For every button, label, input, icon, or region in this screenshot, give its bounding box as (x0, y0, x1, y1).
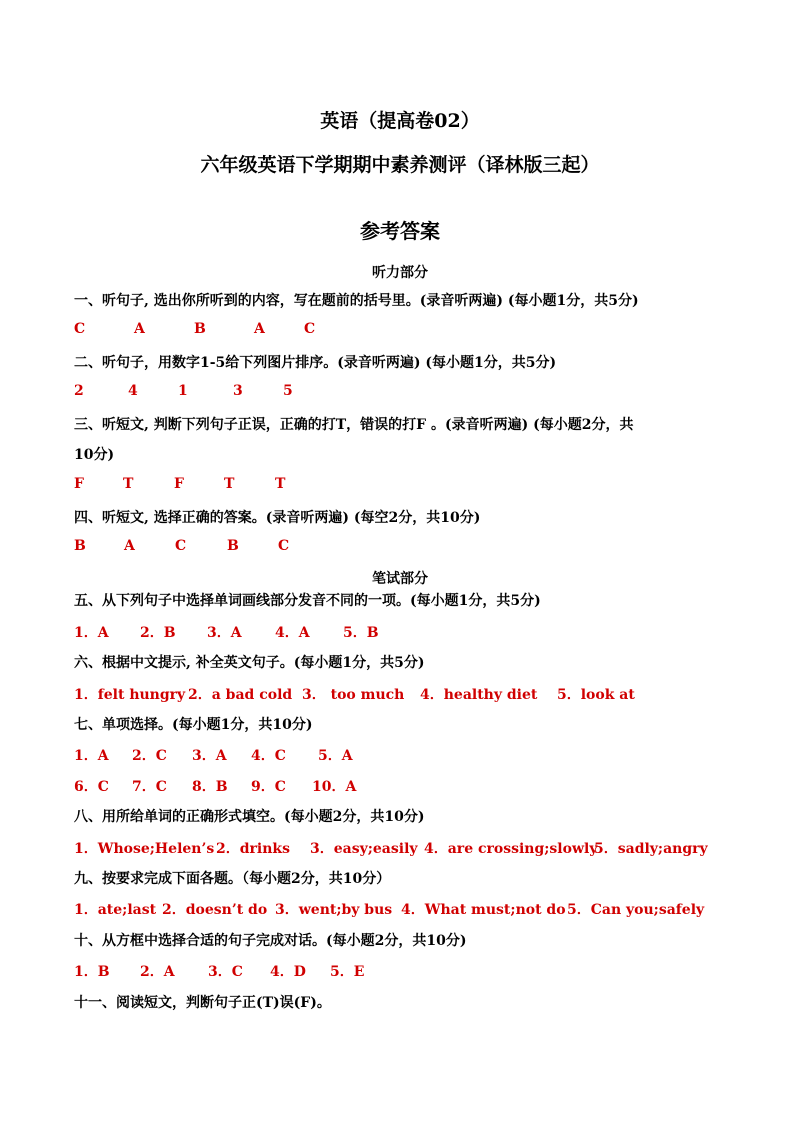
answer: 3．A (207, 625, 242, 641)
answer: 10．A (312, 779, 357, 795)
answer: 3． too much (302, 687, 405, 703)
answer: 2．a bad cold (188, 687, 293, 703)
question-1: 一、听句子, 选出你所听到的内容，写在题前的括号里。(录音听两遍) (每小题1分，共5分) (74, 293, 639, 309)
answer: F (174, 476, 184, 492)
written-heading: 笔试部分 (372, 571, 428, 587)
answer: 4．What must;not do (401, 902, 566, 918)
answer: 1．A (74, 625, 109, 641)
answer: 5 (283, 383, 293, 399)
answer: 2．A (140, 964, 175, 980)
answer: 6．C (74, 779, 109, 795)
answer: 5．B (343, 625, 379, 641)
answer: 3．easy;easily (310, 841, 418, 857)
answer: C (74, 321, 86, 337)
question-3: 三、听短文, 判断下列句子正误，正确的打T，错误的打F 。(录音听两遍) (每小题2分，共 (74, 417, 634, 433)
question-8: 八、用所给单词的正确形式填空。(每小题2分，共10分) (74, 809, 425, 825)
question-6: 六、根据中文提示, 补全英文句子。(每小题1分，共5分) (74, 655, 425, 671)
answer-heading: 参考答案 (360, 219, 440, 243)
answer: 5．look at (557, 687, 635, 703)
question-10: 十、从方框中选择合适的句子完成对话。(每小题2分，共10分) (74, 933, 467, 949)
answer: C (278, 538, 290, 554)
question-11: 十一、阅读短文，判断句子正(T)误(F)。 (74, 995, 331, 1011)
question-5: 五、从下列句子中选择单词画线部分发音不同的一项。(每小题1分，共5分) (74, 593, 541, 609)
answer: C (304, 321, 316, 337)
answer: 5．E (330, 964, 365, 980)
answer: 4．healthy diet (420, 687, 538, 703)
answer: 2．drinks (216, 841, 290, 857)
answer: T (123, 476, 134, 492)
answer: A (124, 538, 135, 554)
doc-subtitle: 六年级英语下学期期中素养测评（译林版三起） (200, 154, 600, 176)
answer: 3．C (208, 964, 243, 980)
answer: 3．went;by bus (275, 902, 393, 918)
answer: F (74, 476, 84, 492)
answer: 1．ate;last (74, 902, 157, 918)
answer: 9．C (251, 779, 286, 795)
answer: 5．sadly;angry (594, 841, 708, 857)
answer: 3 (233, 383, 243, 399)
answer: 5．A (318, 748, 353, 764)
answer: T (224, 476, 235, 492)
answer: B (227, 538, 239, 554)
answer: C (175, 538, 187, 554)
answer: 2 (74, 383, 84, 399)
answer: 1．B (74, 964, 110, 980)
answer: 4．C (251, 748, 286, 764)
question-2: 二、听句子，用数字1-5给下列图片排序。(录音听两遍) (每小题1分，共5分) (74, 355, 557, 371)
answer: 4 (128, 383, 138, 399)
question-4: 四、听短文, 选择正确的答案。(录音听两遍) (每空2分，共10分) (74, 510, 481, 526)
answer: B (74, 538, 86, 554)
question-3-cont: 10分) (74, 447, 115, 463)
answer: T (275, 476, 286, 492)
answer: 3．A (192, 748, 227, 764)
answer: 2．C (132, 748, 167, 764)
answer: 4．A (275, 625, 310, 641)
answer: 4．are crossing;slowly (424, 841, 598, 857)
answer: 2．doesn’t do (162, 902, 268, 918)
answer: 1．A (74, 748, 109, 764)
answer: 4．D (270, 964, 306, 980)
doc-title: 英语（提高卷02） (320, 110, 480, 132)
question-9: 九、按要求完成下面各题。（每小题2分，共10分） (74, 871, 391, 887)
answer: B (194, 321, 206, 337)
answer: 5．Can you;safely (567, 902, 705, 918)
answer: 1 (178, 383, 188, 399)
answer: 1．Whose;Helen’s (74, 841, 215, 857)
question-7: 七、单项选择。(每小题1分，共10分) (74, 717, 313, 733)
answer: 1．felt hungry (74, 687, 186, 703)
answer: A (134, 321, 145, 337)
answer: A (254, 321, 265, 337)
answer: 8．B (192, 779, 228, 795)
answer: 2．B (140, 625, 176, 641)
listening-heading: 听力部分 (372, 265, 428, 281)
answer: 7．C (132, 779, 167, 795)
